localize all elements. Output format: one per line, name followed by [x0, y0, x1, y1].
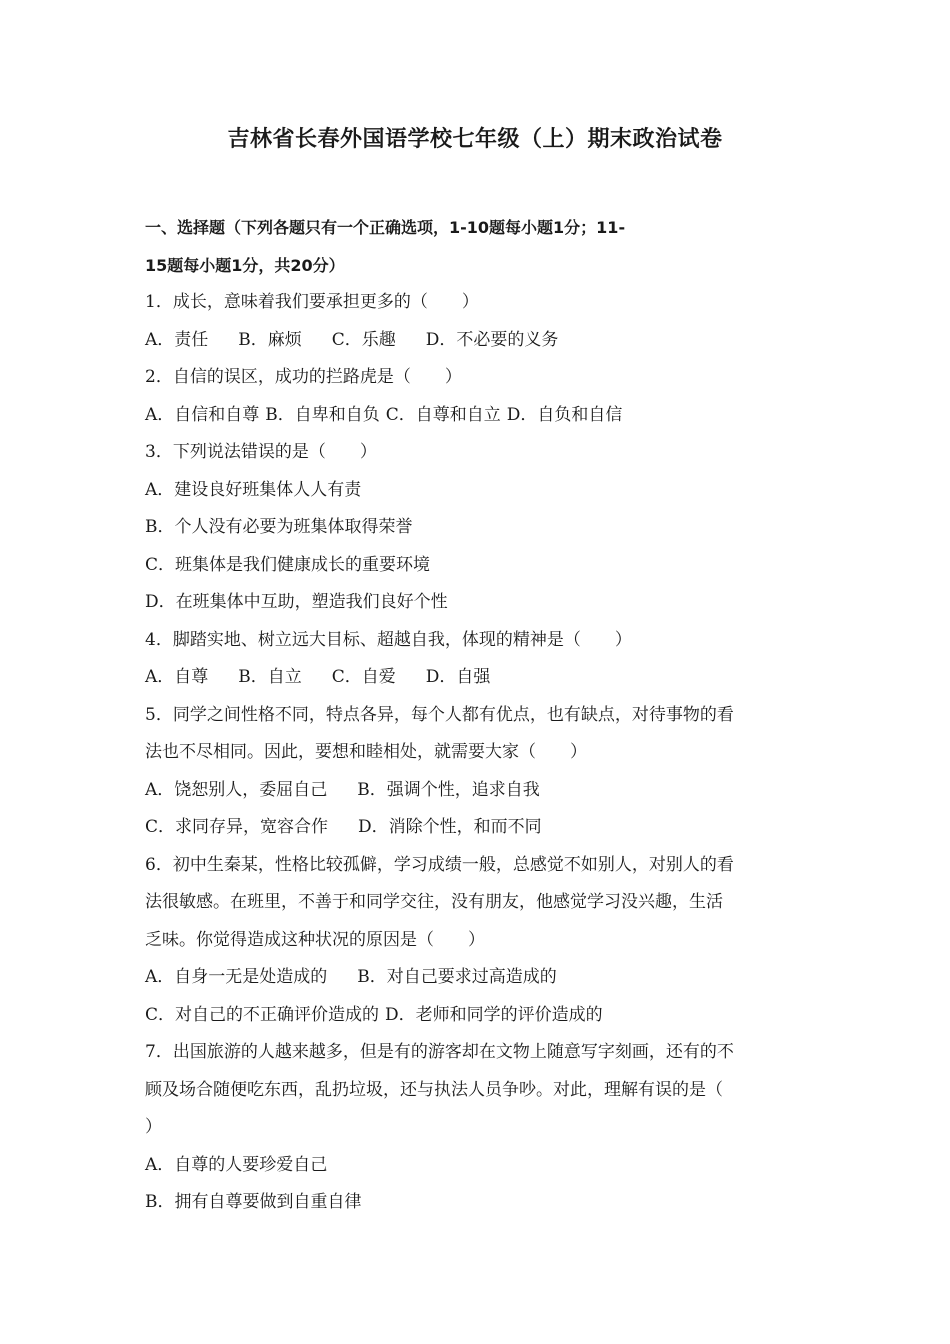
- page-title: 吉林省长春外国语学校七年级（上）期末政治试卷: [227, 127, 723, 152]
- section-heading-line-1: 一、选择题（下列各题只有一个正确选项，1-10题每小题1分；11-: [145, 218, 626, 237]
- question-7-option-b: B．拥有自尊要做到自重自律: [145, 1192, 362, 1212]
- question-5-stem-line-2: 法也不尽相同。因此，要想和睦相处，就需要大家（ ）: [145, 742, 587, 762]
- question-5-option-a: A．饶恕别人，委屈自己: [145, 779, 328, 800]
- question-5-option-b: B．强调个性，追求自我: [357, 779, 540, 800]
- question-6-stem-line-1: 6．初中生秦某，性格比较孤僻，学习成绩一般，总感觉不如别人，对别人的看: [145, 854, 734, 875]
- question-5-options-row-2: [145, 809, 810, 847]
- question-6-options-row-1: [145, 959, 810, 997]
- question-5-options-row-1: [145, 772, 810, 810]
- question-2-option-b: B．自卑和自负: [265, 404, 380, 425]
- question-1-option-a: A．责任: [145, 329, 209, 350]
- question-3-option-d: D．在班集体中互助，塑造我们良好个性: [145, 592, 448, 612]
- question-4-options: [145, 659, 810, 697]
- question-2-option-a: A．自信和自尊: [145, 404, 260, 425]
- question-5-option-d: D．消除个性，和而不同: [358, 817, 542, 837]
- question-6-stem-line-2: 法很敏感。在班里，不善于和同学交往，没有朋友，他感觉学习没兴趣，生活: [145, 892, 723, 912]
- exam-content: [145, 209, 810, 1222]
- question-3-stem: 3．下列说法错误的是（ ）: [145, 442, 377, 462]
- question-2-option-c: C．自尊和自立: [385, 404, 501, 425]
- question-1-stem: 1．成长，意味着我们要承担更多的（ ）: [145, 292, 479, 312]
- question-3-option-b: B．个人没有必要为班集体取得荣誉: [145, 517, 413, 537]
- question-7-option-a: A．自尊的人要珍爱自己: [145, 1154, 328, 1175]
- question-1-option-d: D．不必要的义务: [425, 329, 559, 350]
- question-6-option-d: D．老师和同学的评价造成的: [385, 1004, 603, 1025]
- question-7-stem-line-3: ）: [145, 1117, 162, 1137]
- question-1-options: [145, 322, 810, 360]
- question-4-option-d: D．自强: [425, 667, 491, 687]
- question-7-stem-line-2: 顾及场合随便吃东西，乱扔垃圾，还与执法人员争吵。对此，理解有误的是（: [145, 1079, 723, 1100]
- section-heading-line-2: 15题每小题1分，共20分）: [145, 255, 345, 275]
- question-4-option-a: A．自尊: [145, 667, 209, 687]
- question-5-stem-line-1: 5．同学之间性格不同，特点各异，每个人都有优点，也有缺点，对待事物的看: [145, 704, 734, 725]
- question-3-option-c: C．班集体是我们健康成长的重要环境: [145, 554, 431, 575]
- question-5-option-c: C．求同存异，宽容合作: [145, 817, 329, 837]
- question-1-option-c: C．乐趣: [331, 329, 396, 350]
- question-2-option-d: D．自负和自信: [506, 404, 623, 425]
- question-6-option-b: B．对自己要求过高造成的: [357, 967, 557, 987]
- question-2-stem: 2．自信的误区，成功的拦路虎是（ ）: [145, 367, 462, 387]
- question-1-option-b: B．麻烦: [238, 329, 302, 350]
- question-3-option-a: A．建设良好班集体人人有责: [145, 479, 362, 500]
- question-4-option-c: C．自爱: [331, 667, 396, 687]
- question-4-option-b: B．自立: [238, 667, 302, 687]
- question-4-stem: 4．脚踏实地、树立远大目标、超越自我，体现的精神是（ ）: [145, 629, 632, 650]
- question-7-stem-line-1: 7．出国旅游的人越来越多，但是有的游客却在文物上随意写字刻画，还有的不: [145, 1042, 734, 1062]
- question-2-options: [145, 397, 810, 435]
- question-6-stem-line-3: 乏味。你觉得造成这种状况的原因是（ ）: [145, 929, 485, 950]
- question-6-options-row-2: [145, 997, 810, 1035]
- question-6-option-a: A．自身一无是处造成的: [145, 967, 328, 987]
- question-6-option-c: C．对自己的不正确评价造成的: [145, 1004, 380, 1025]
